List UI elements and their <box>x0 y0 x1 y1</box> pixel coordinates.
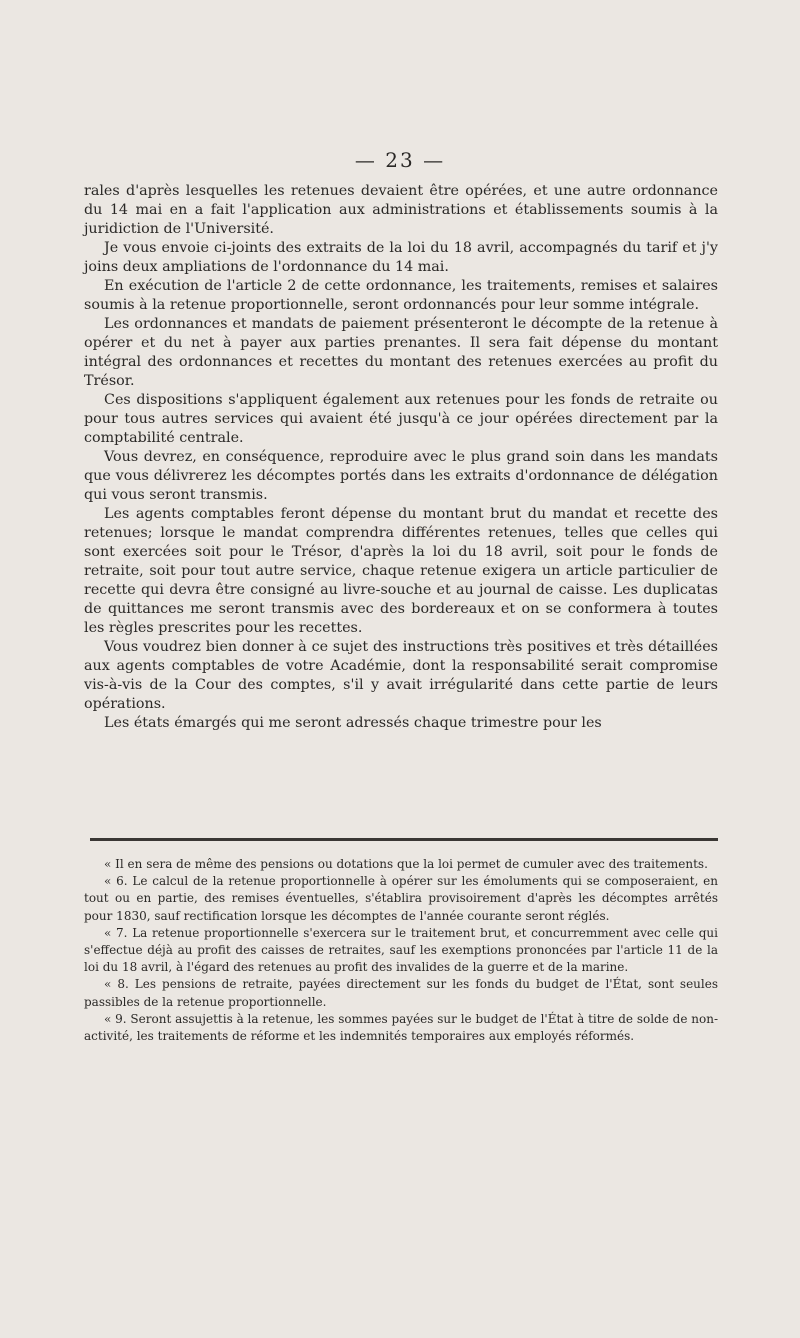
footnote: « 9. Seront assujettis à la retenue, les sommes payées sur le budget de l'État à titre de solde de non-activité, les traitements de réforme et les indemnités temporaires aux employés réformés. <box>84 1011 718 1044</box>
body-paragraph: Vous devrez, en conséquence, reproduire avec le plus grand soin dans les mandats que vous délivrerez les décomptes portés dans les extraits d'ordonnance de délégation qui vous seront transmis. <box>84 449 718 503</box>
footnote: « 6. Le calcul de la retenue proportionnelle à opérer sur les émoluments qui se composeraient, en tout ou en partie, des remises éventuelles, s'établira provisoirement d'après les décomptes arrêtés pour 1830, sauf rectification lorsque les décomptes de l'année courante seront réglés. <box>84 874 718 923</box>
body-paragraph: Vous voudrez bien donner à ce sujet des instructions très positives et très détaillées aux agents comptables de votre Académie, dont la responsabilité serait compromise vis-à-vis de la Cour des comptes, s'il y avait irrégularité dans cette partie de leurs opérations. <box>84 639 718 712</box>
body-paragraph: Les états émargés qui me seront adressés chaque trimestre pour les <box>104 715 602 731</box>
body-paragraph: Les agents comptables feront dépense du montant brut du mandat et recette des retenues; lorsque le mandat comprendra différentes retenues, telles que celles qui sont exercées soit pour le Trésor, d'après la loi du 18 avril, soit pour le fonds de retraite, soit pour tout autre service, chaque retenue exigera un article particulier de recette qui devra être consigné au livre-souche et au journal de caisse. Les duplicatas de quittances me seront transmis avec des bordereaux et on se conformera à toutes les règles prescrites pour les recettes. <box>84 506 718 636</box>
body-text <box>84 182 718 733</box>
body-paragraph: Les ordonnances et mandats de paiement présenteront le décompte de la retenue à opérer et du net à payer aux parties prenantes. Il sera fait dépense du montant intégral des ordonnances et recettes du montant des retenues exercées au profit du Trésor. <box>84 316 718 389</box>
body-paragraph: Ces dispositions s'appliquent également aux retenues pour les fonds de retraite ou pour tous autres services qui avaient été jusqu'à ce jour opérées directement par la comptabilité centrale. <box>84 392 718 446</box>
footnote: « 7. La retenue proportionnelle s'exercera sur le traitement brut, et concurremment avec celle qui s'effectue déjà au profit des caisses de retraites, sauf les exemptions prononcées par l'article 11 de la loi du 18 avril, à l'égard des retenues au profit des invalides de la guerre et de la marine. <box>84 925 718 975</box>
footnote: « 8. Les pensions de retraite, payées directement sur les fonds du budget de l'État, sont seules passibles de la retenue proportionnelle. <box>84 977 718 1009</box>
body-paragraph: rales d'après lesquelles les retenues devaient être opérées, et une autre ordonnance du 14 mai en a fait l'application aux administrations et établissements soumis à la juridiction de l'Université. <box>84 183 718 237</box>
body-paragraph: Je vous envoie ci-joints des extraits de la loi du 18 avril, accompagnés du tarif et j'y joins deux ampliations de l'ordonnance du 14 mai. <box>84 240 718 275</box>
footnote: « Il en sera de même des pensions ou dotations que la loi permet de cumuler avec des traitements. <box>104 857 708 871</box>
footnotes <box>84 856 718 1045</box>
footnote-divider <box>90 838 718 841</box>
page-number: — 23 — <box>354 148 446 172</box>
body-paragraph: En exécution de l'article 2 de cette ordonnance, les traitements, remises et salaires soumis à la retenue proportionnelle, seront ordonnancés pour leur somme intégrale. <box>84 278 718 313</box>
